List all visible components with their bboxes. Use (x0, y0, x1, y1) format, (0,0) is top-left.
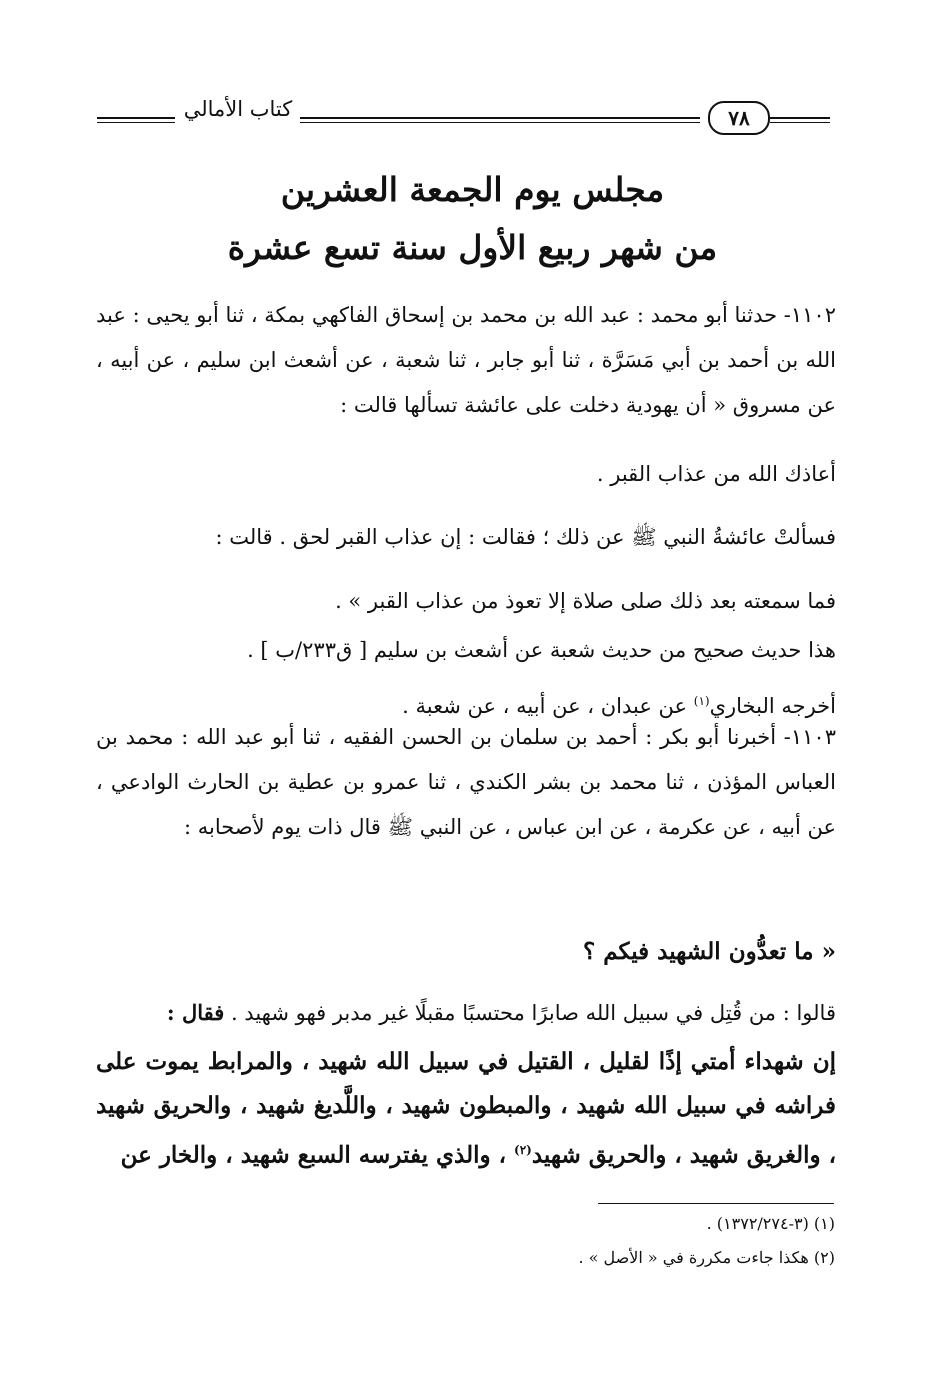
hadith-1103-answer (96, 990, 836, 1036)
footnote-2: (٢) هكذا جاءت مكررة في « الأصل » . (578, 1248, 835, 1267)
hadith-1103-matn (96, 1040, 836, 1178)
hadith-1102-grading: هذا حديث صحيح من حديث شعبة عن أشعث بن سليم [ ق٢٣٣/ب ] . (247, 638, 836, 662)
matn-text-after: ، والذي يفترسه السبع شهيد ، والخار عن (120, 1141, 515, 1169)
footnote-1: (١) (٣-١٣٧٢/٢٧٤) . (706, 1214, 835, 1233)
session-title-line-2: من شهر ربيع الأول سنة تسع عشرة (227, 228, 718, 267)
header-rule-middle (300, 117, 700, 123)
hadith-1103-question: « ما تعدُّون الشهيد فيكم ؟ (583, 938, 836, 965)
matn-text-before: إن شهداء أمتي إذًا لقليل ، القتيل في سبيل الله شهيد ، والمرابط يموت على فراشه في سبيل الله شهيد ، والمبطون شهيد ، واللَّديغ شهيد ، والحريق شهيد ، والغريق شهيد ، والحريق شهيد (96, 1048, 836, 1169)
running-title: كتاب الأمالي (183, 97, 293, 121)
hadith-1102-chain: ١١٠٢- حدثنا أبو محمد : عبد الله بن محمد بن إسحاق الفاكهي بمكة ، ثنا أبو يحيى : عبد الله بن أحمد بن أبي مَسَرَّة ، ثنا أبو جابر ، ثنا شعبة ، عن أشعث ابن سليم ، عن أبيه ، عن مسروق « أن يهودية دخلت على عائشة تسألها قالت : (96, 303, 836, 417)
footnote-marker-2: (٢) (514, 1143, 532, 1157)
takhrij-text-after: عن عبدان ، عن أبيه ، عن شعبة . (402, 694, 694, 718)
footnote-separator (598, 1203, 834, 1204)
footnote-marker-1: (١) (693, 694, 710, 708)
header-rule-left (97, 117, 175, 123)
hadith-1102-question: فسألتْ عائشةُ النبي ﷺ عن ذلك ؛ فقالت : إن عذاب القبر لحق . قالت : (215, 525, 836, 549)
session-title-line-1: مجلس يوم الجمعة العشرين (280, 170, 665, 209)
header-rule-right (770, 117, 830, 123)
hadith-1103-chain: ١١٠٣- أخبرنا أبو بكر : أحمد بن سلمان بن الحسن الفقيه ، ثنا أبو عبد الله : محمد بن العباس المؤذن ، ثنا محمد بن بشر الكندي ، ثنا عمرو بن عطية بن الحارث الوادعي ، عن أبيه ، عن عكرمة ، عن ابن عباس ، عن النبي ﷺ قال ذات يوم لأصحابه : (96, 725, 836, 839)
takhrij-text-before: أخرجه البخاري (709, 694, 836, 718)
hadith-1102-quote: أعاذك الله من عذاب القبر . (596, 462, 836, 486)
answer-fa-qal: فقال : (166, 1000, 225, 1025)
hadith-1102-ending: فما سمعته بعد ذلك صلى صلاة إلا تعوذ من عذاب القبر » . (335, 589, 836, 613)
answer-text: قالوا : من قُتِل في سبيل الله صابرًا محتسبًا مقبلًا غير مدبر فهو شهيد . (224, 1001, 836, 1025)
page-number: ٧٨ (708, 101, 770, 135)
